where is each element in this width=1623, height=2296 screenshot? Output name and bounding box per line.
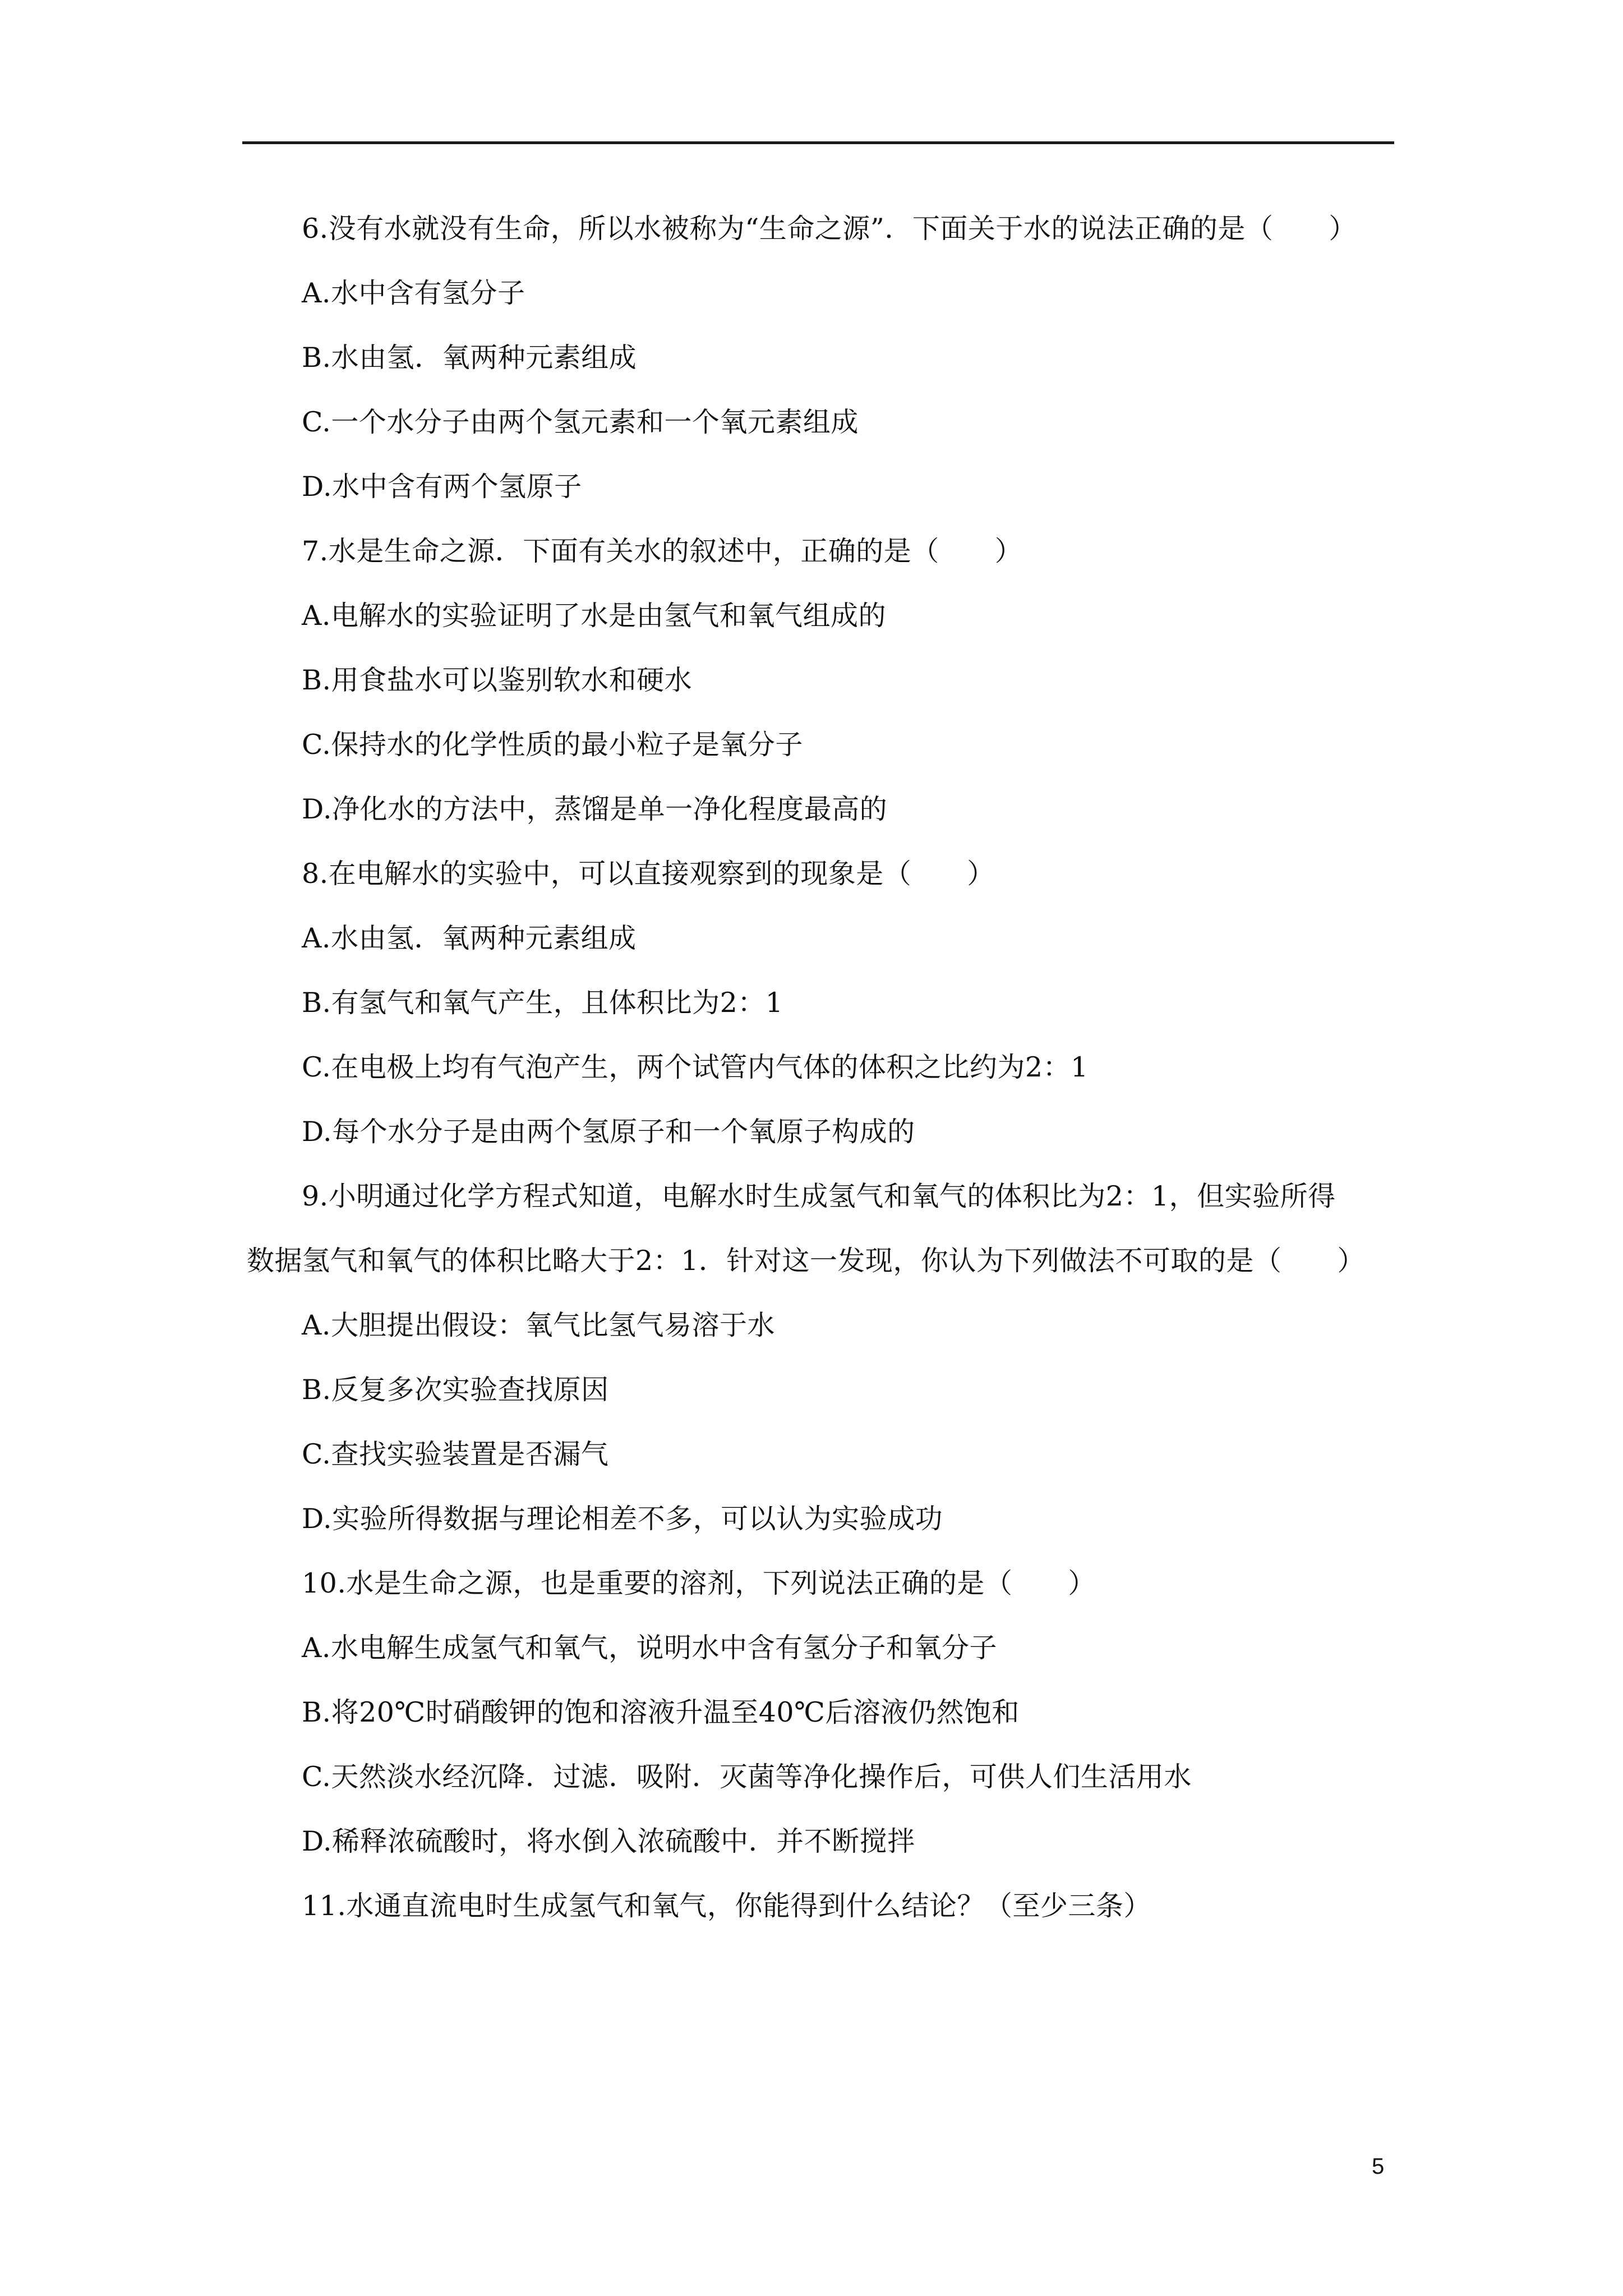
question-9-option-b: B.反复多次实验查找原因 [302, 1374, 609, 1406]
question-6-option-c: C.一个水分子由两个氢元素和一个氧元素组成 [302, 406, 859, 438]
question-9-option-c: C.查找实验装置是否漏气 [302, 1438, 609, 1470]
page-number: 5 [1372, 2154, 1385, 2179]
question-10-option-a: A.水电解生成氢气和氧气，说明水中含有氢分子和氧分子 [302, 1632, 997, 1664]
question-7-stem: 7.水是生命之源．下面有关水的叙述中，正确的是（ ） [302, 535, 1023, 567]
question-10-option-d: D.稀释浓硫酸时，将水倒入浓硫酸中．并不断搅拌 [302, 1825, 915, 1857]
question-7-option-a: A.电解水的实验证明了水是由氢气和氧气组成的 [302, 600, 886, 632]
question-8-option-b: B.有氢气和氧气产生，且体积比为2：1 [302, 987, 783, 1019]
question-11-stem: 11.水通直流电时生成氢气和氧气，你能得到什么结论？（至少三条） [302, 1890, 1151, 1922]
question-6-stem: 6.没有水就没有生命，所以水被称为“生命之源”．下面关于水的说法正确的是（ ） [302, 213, 1357, 245]
header-rule [242, 141, 1394, 144]
question-6-option-a: A.水中含有氢分子 [302, 277, 525, 309]
question-7-option-d: D.净化水的方法中，蒸馏是单一净化程度最高的 [302, 793, 888, 825]
question-9-option-d: D.实验所得数据与理论相差不多，可以认为实验成功 [302, 1503, 943, 1535]
question-6-option-d: D.水中含有两个氢原子 [302, 471, 582, 503]
question-8-option-c: C.在电极上均有气泡产生，两个试管内气体的体积之比约为2：1 [302, 1051, 1089, 1083]
question-7-option-c: C.保持水的化学性质的最小粒子是氧分子 [302, 729, 803, 761]
question-8-option-a: A.水由氢．氧两种元素组成 [302, 922, 637, 954]
question-6-option-b: B.水由氢．氧两种元素组成 [302, 342, 637, 374]
question-10-stem: 10.水是生命之源，也是重要的溶剂，下列说法正确的是（ ） [302, 1567, 1096, 1599]
question-10-option-c: C.天然淡水经沉降．过滤．吸附．灭菌等净化操作后，可供人们生活用水 [302, 1761, 1192, 1793]
question-9-stem-line-2: 数据氢气和氧气的体积比略大于2：1．针对这一发现，你认为下列做法不可取的是（ ） [247, 1245, 1365, 1277]
question-9-stem-line-1: 9.小明通过化学方程式知道，电解水时生成氢气和氧气的体积比为2：1，但实验所得 [302, 1180, 1336, 1212]
question-10-option-b: B.将20℃时硝酸钾的饱和溶液升温至40℃后溶液仍然饱和 [302, 1696, 1020, 1728]
question-9-option-a: A.大胆提出假设：氧气比氢气易溶于水 [302, 1309, 775, 1341]
question-8-option-d: D.每个水分子是由两个氢原子和一个氧原子构成的 [302, 1116, 915, 1148]
question-7-option-b: B.用食盐水可以鉴别软水和硬水 [302, 664, 693, 696]
question-8-stem: 8.在电解水的实验中，可以直接观察到的现象是（ ） [302, 858, 995, 890]
